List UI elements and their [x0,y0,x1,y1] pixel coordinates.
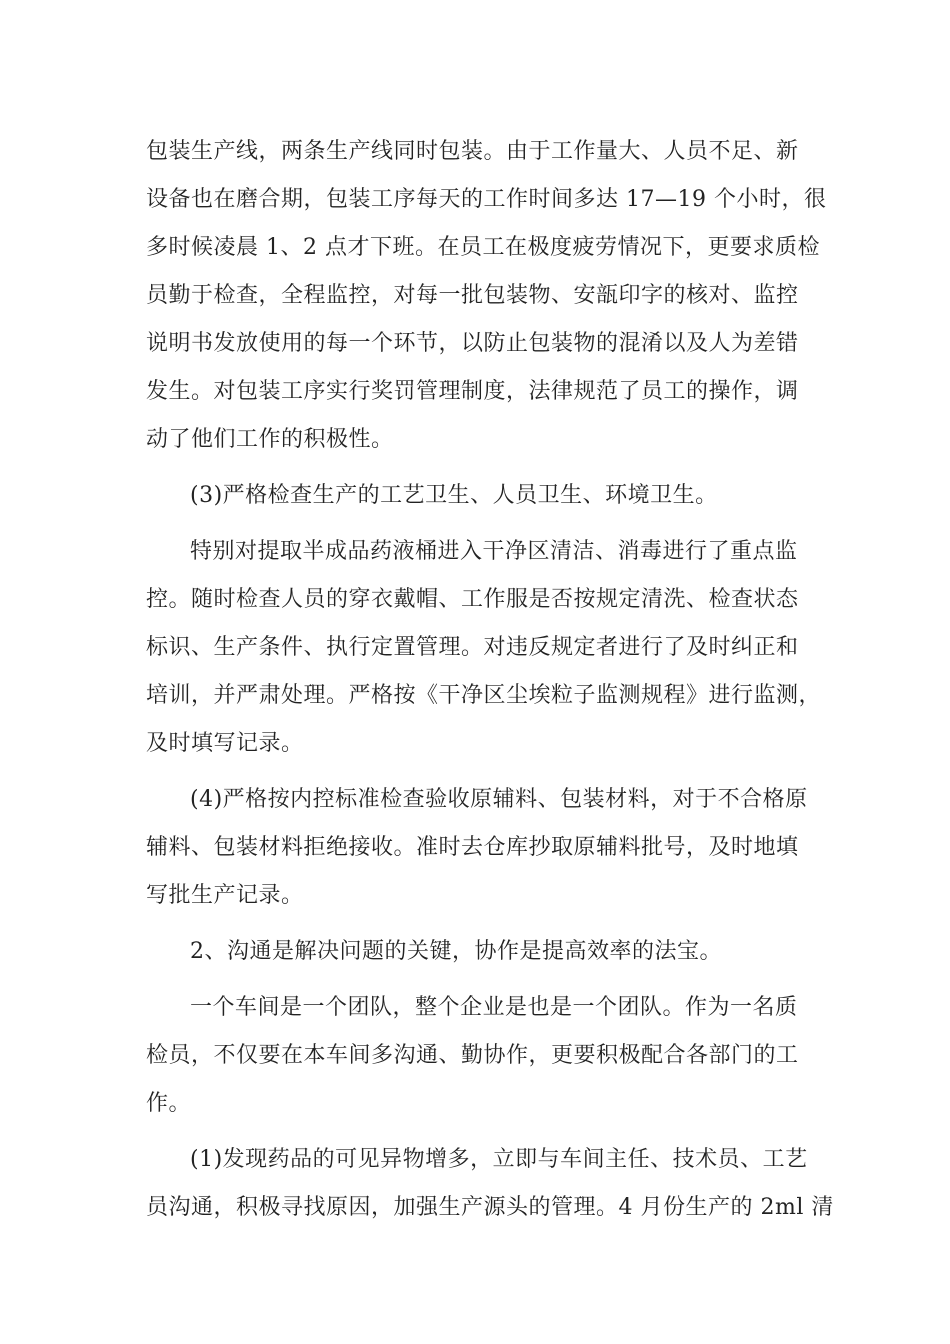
text-line: 员沟通，积极寻找原因，加强生产源头的管理。4 月份生产的 2ml 清 [146,1195,834,1220]
text-line: 作。 [146,1091,192,1116]
text-line: 包装生产线，两条生产线同时包装。由于工作量大、人员不足、新 [146,139,799,164]
text-line: 一个车间是一个团队，整个企业是也是一个团队。作为一名质 [190,995,798,1020]
text-line: 标识、生产条件、执行定置管理。对违反规定者进行了及时纠正和 [146,635,799,660]
text-line: 说明书发放使用的每一个环节，以防止包装物的混淆以及人为差错 [146,331,799,356]
text-line: (1)发现药品的可见异物增多，立即与车间主任、技术员、工艺 [190,1147,808,1172]
text-line: 特别对提取半成品药液桶进入干净区清洁、消毒进行了重点监 [190,539,798,564]
text-line: 员勤于检查，全程监控，对每一批包装物、安瓿印字的核对、监控 [146,283,799,308]
text-line: 检员，不仅要在本车间多沟通、勤协作，更要积极配合各部门的工 [146,1043,799,1068]
text-line: 设备也在磨合期，包装工序每天的工作时间多达 17—19 个小时，很 [146,187,827,212]
text-line: 写批生产记录。 [146,883,304,908]
text-line: 多时候凌晨 1、2 点才下班。在员工在极度疲劳情况下，更要求质检 [146,235,820,260]
text-line: 发生。对包装工序实行奖罚管理制度，法律规范了员工的操作，调 [146,379,799,404]
section-heading: 2、沟通是解决问题的关键，协作是提高效率的法宝。 [190,939,722,964]
text-line: 培训，并严肃处理。严格按《干净区尘埃粒子监测规程》进行监测， [146,683,822,708]
text-line: 控。随时检查人员的穿衣戴帽、工作服是否按规定清洗、检查状态 [146,587,799,612]
text-line: 及时填写记录。 [146,731,304,756]
section-heading: (3)严格检查生产的工艺卫生、人员卫生、环境卫生。 [190,483,718,508]
text-line: 动了他们工作的积极性。 [146,427,394,452]
text-line: (4)严格按内控标准检查验收原辅料、包装材料，对于不合格原 [190,787,808,812]
text-line: 辅料、包装材料拒绝接收。准时去仓库抄取原辅料批号，及时地填 [146,835,799,860]
